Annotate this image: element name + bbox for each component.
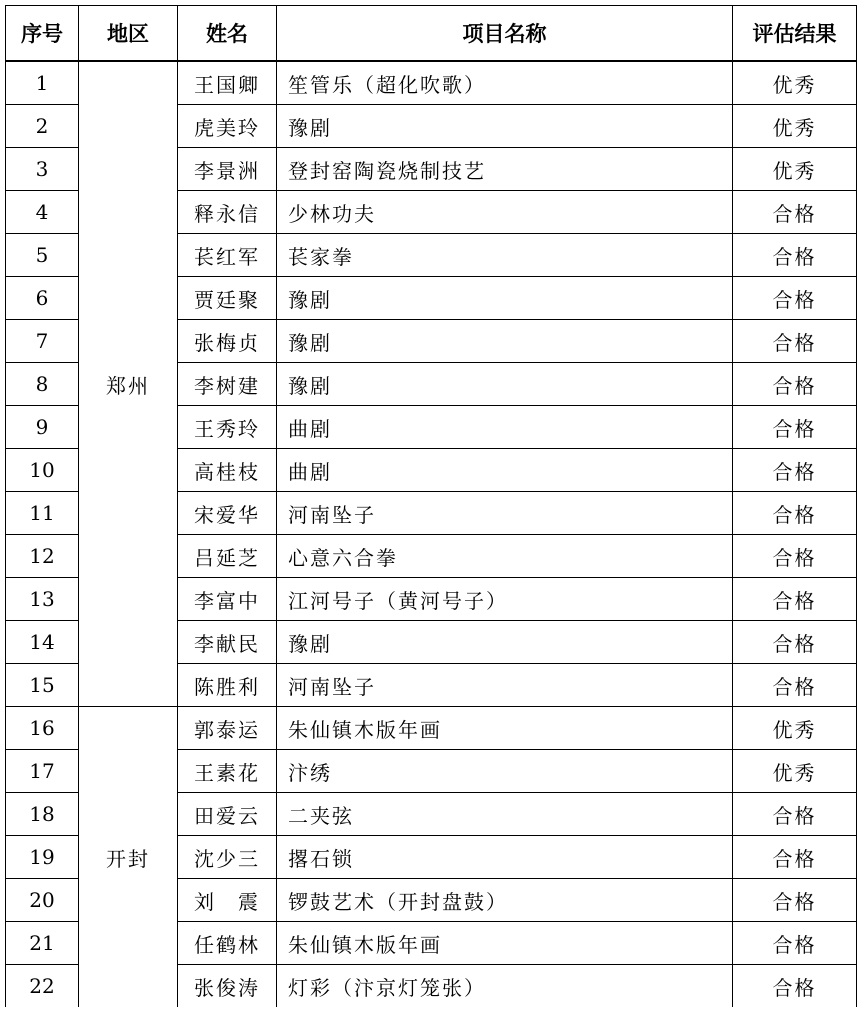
cell-project: 灯彩（汴京灯笼张） (277, 965, 733, 1008)
cell-index: 12 (6, 535, 79, 578)
table-row (6, 707, 857, 750)
cell-project: 豫剧 (277, 105, 733, 148)
cell-project: 曲剧 (277, 449, 733, 492)
cell-result: 合格 (733, 965, 857, 1008)
cell-name: 田爱云 (178, 793, 277, 836)
cell-region: 郑州 (79, 61, 178, 707)
cell-project: 二夹弦 (277, 793, 733, 836)
header-name: 姓名 (178, 6, 277, 62)
cell-project: 豫剧 (277, 363, 733, 406)
cell-name: 刘 震 (178, 879, 277, 922)
cell-project: 少林功夫 (277, 191, 733, 234)
cell-name: 吕延芝 (178, 535, 277, 578)
cell-index: 13 (6, 578, 79, 621)
cell-name: 李景洲 (178, 148, 277, 191)
cell-project: 豫剧 (277, 277, 733, 320)
cell-index: 16 (6, 707, 79, 750)
header-index: 序号 (6, 6, 79, 62)
cell-name: 虎美玲 (178, 105, 277, 148)
cell-project: 笙管乐（超化吹歌） (277, 61, 733, 105)
header-region: 地区 (79, 6, 178, 62)
cell-result: 合格 (733, 320, 857, 363)
cell-project: 江河号子（黄河号子） (277, 578, 733, 621)
cell-project: 登封窑陶瓷烧制技艺 (277, 148, 733, 191)
cell-result: 合格 (733, 879, 857, 922)
cell-name: 张俊涛 (178, 965, 277, 1008)
cell-project: 朱仙镇木版年画 (277, 707, 733, 750)
cell-name: 王素花 (178, 750, 277, 793)
cell-index: 18 (6, 793, 79, 836)
cell-project: 朱仙镇木版年画 (277, 922, 733, 965)
cell-project: 撂石锁 (277, 836, 733, 879)
cell-name: 李献民 (178, 621, 277, 664)
cell-name: 高桂枝 (178, 449, 277, 492)
header-project: 项目名称 (277, 6, 733, 62)
cell-index: 20 (6, 879, 79, 922)
cell-result: 合格 (733, 449, 857, 492)
cell-result: 合格 (733, 922, 857, 965)
cell-result: 合格 (733, 621, 857, 664)
cell-index: 7 (6, 320, 79, 363)
cell-result: 合格 (733, 277, 857, 320)
cell-index: 9 (6, 406, 79, 449)
cell-result: 合格 (733, 535, 857, 578)
cell-index: 4 (6, 191, 79, 234)
header-result: 评估结果 (733, 6, 857, 62)
cell-index: 10 (6, 449, 79, 492)
cell-index: 1 (6, 61, 79, 105)
cell-index: 11 (6, 492, 79, 535)
cell-result: 合格 (733, 363, 857, 406)
cell-project: 锣鼓艺术（开封盘鼓） (277, 879, 733, 922)
cell-name: 张梅贞 (178, 320, 277, 363)
cell-project: 汴绣 (277, 750, 733, 793)
cell-result: 优秀 (733, 707, 857, 750)
cell-index: 22 (6, 965, 79, 1008)
cell-region: 开封 (79, 707, 178, 1008)
cell-result: 合格 (733, 406, 857, 449)
cell-result: 优秀 (733, 148, 857, 191)
cell-result: 优秀 (733, 105, 857, 148)
cell-result: 合格 (733, 492, 857, 535)
cell-name: 陈胜利 (178, 664, 277, 707)
cell-project: 豫剧 (277, 320, 733, 363)
cell-name: 释永信 (178, 191, 277, 234)
cell-name: 郭泰运 (178, 707, 277, 750)
cell-index: 2 (6, 105, 79, 148)
cell-result: 合格 (733, 793, 857, 836)
cell-name: 王秀玲 (178, 406, 277, 449)
cell-index: 6 (6, 277, 79, 320)
cell-index: 3 (6, 148, 79, 191)
cell-name: 贾廷聚 (178, 277, 277, 320)
cell-project: 豫剧 (277, 621, 733, 664)
heritage-evaluation-table (5, 5, 857, 1007)
cell-name: 沈少三 (178, 836, 277, 879)
cell-result: 合格 (733, 836, 857, 879)
cell-project: 心意六合拳 (277, 535, 733, 578)
cell-name: 苌红军 (178, 234, 277, 277)
cell-index: 15 (6, 664, 79, 707)
cell-project: 苌家拳 (277, 234, 733, 277)
cell-index: 17 (6, 750, 79, 793)
cell-index: 19 (6, 836, 79, 879)
cell-index: 8 (6, 363, 79, 406)
cell-index: 21 (6, 922, 79, 965)
cell-index: 5 (6, 234, 79, 277)
cell-index: 14 (6, 621, 79, 664)
cell-result: 合格 (733, 578, 857, 621)
cell-name: 宋爱华 (178, 492, 277, 535)
cell-project: 河南坠子 (277, 664, 733, 707)
cell-name: 李树建 (178, 363, 277, 406)
header-row (6, 6, 857, 62)
cell-result: 合格 (733, 234, 857, 277)
cell-result: 优秀 (733, 61, 857, 105)
cell-name: 李富中 (178, 578, 277, 621)
cell-project: 曲剧 (277, 406, 733, 449)
table-row (6, 61, 857, 105)
cell-name: 任鹤林 (178, 922, 277, 965)
cell-name: 王国卿 (178, 61, 277, 105)
cell-result: 合格 (733, 191, 857, 234)
cell-result: 合格 (733, 664, 857, 707)
cell-project: 河南坠子 (277, 492, 733, 535)
table-body (6, 61, 857, 1007)
cell-result: 优秀 (733, 750, 857, 793)
